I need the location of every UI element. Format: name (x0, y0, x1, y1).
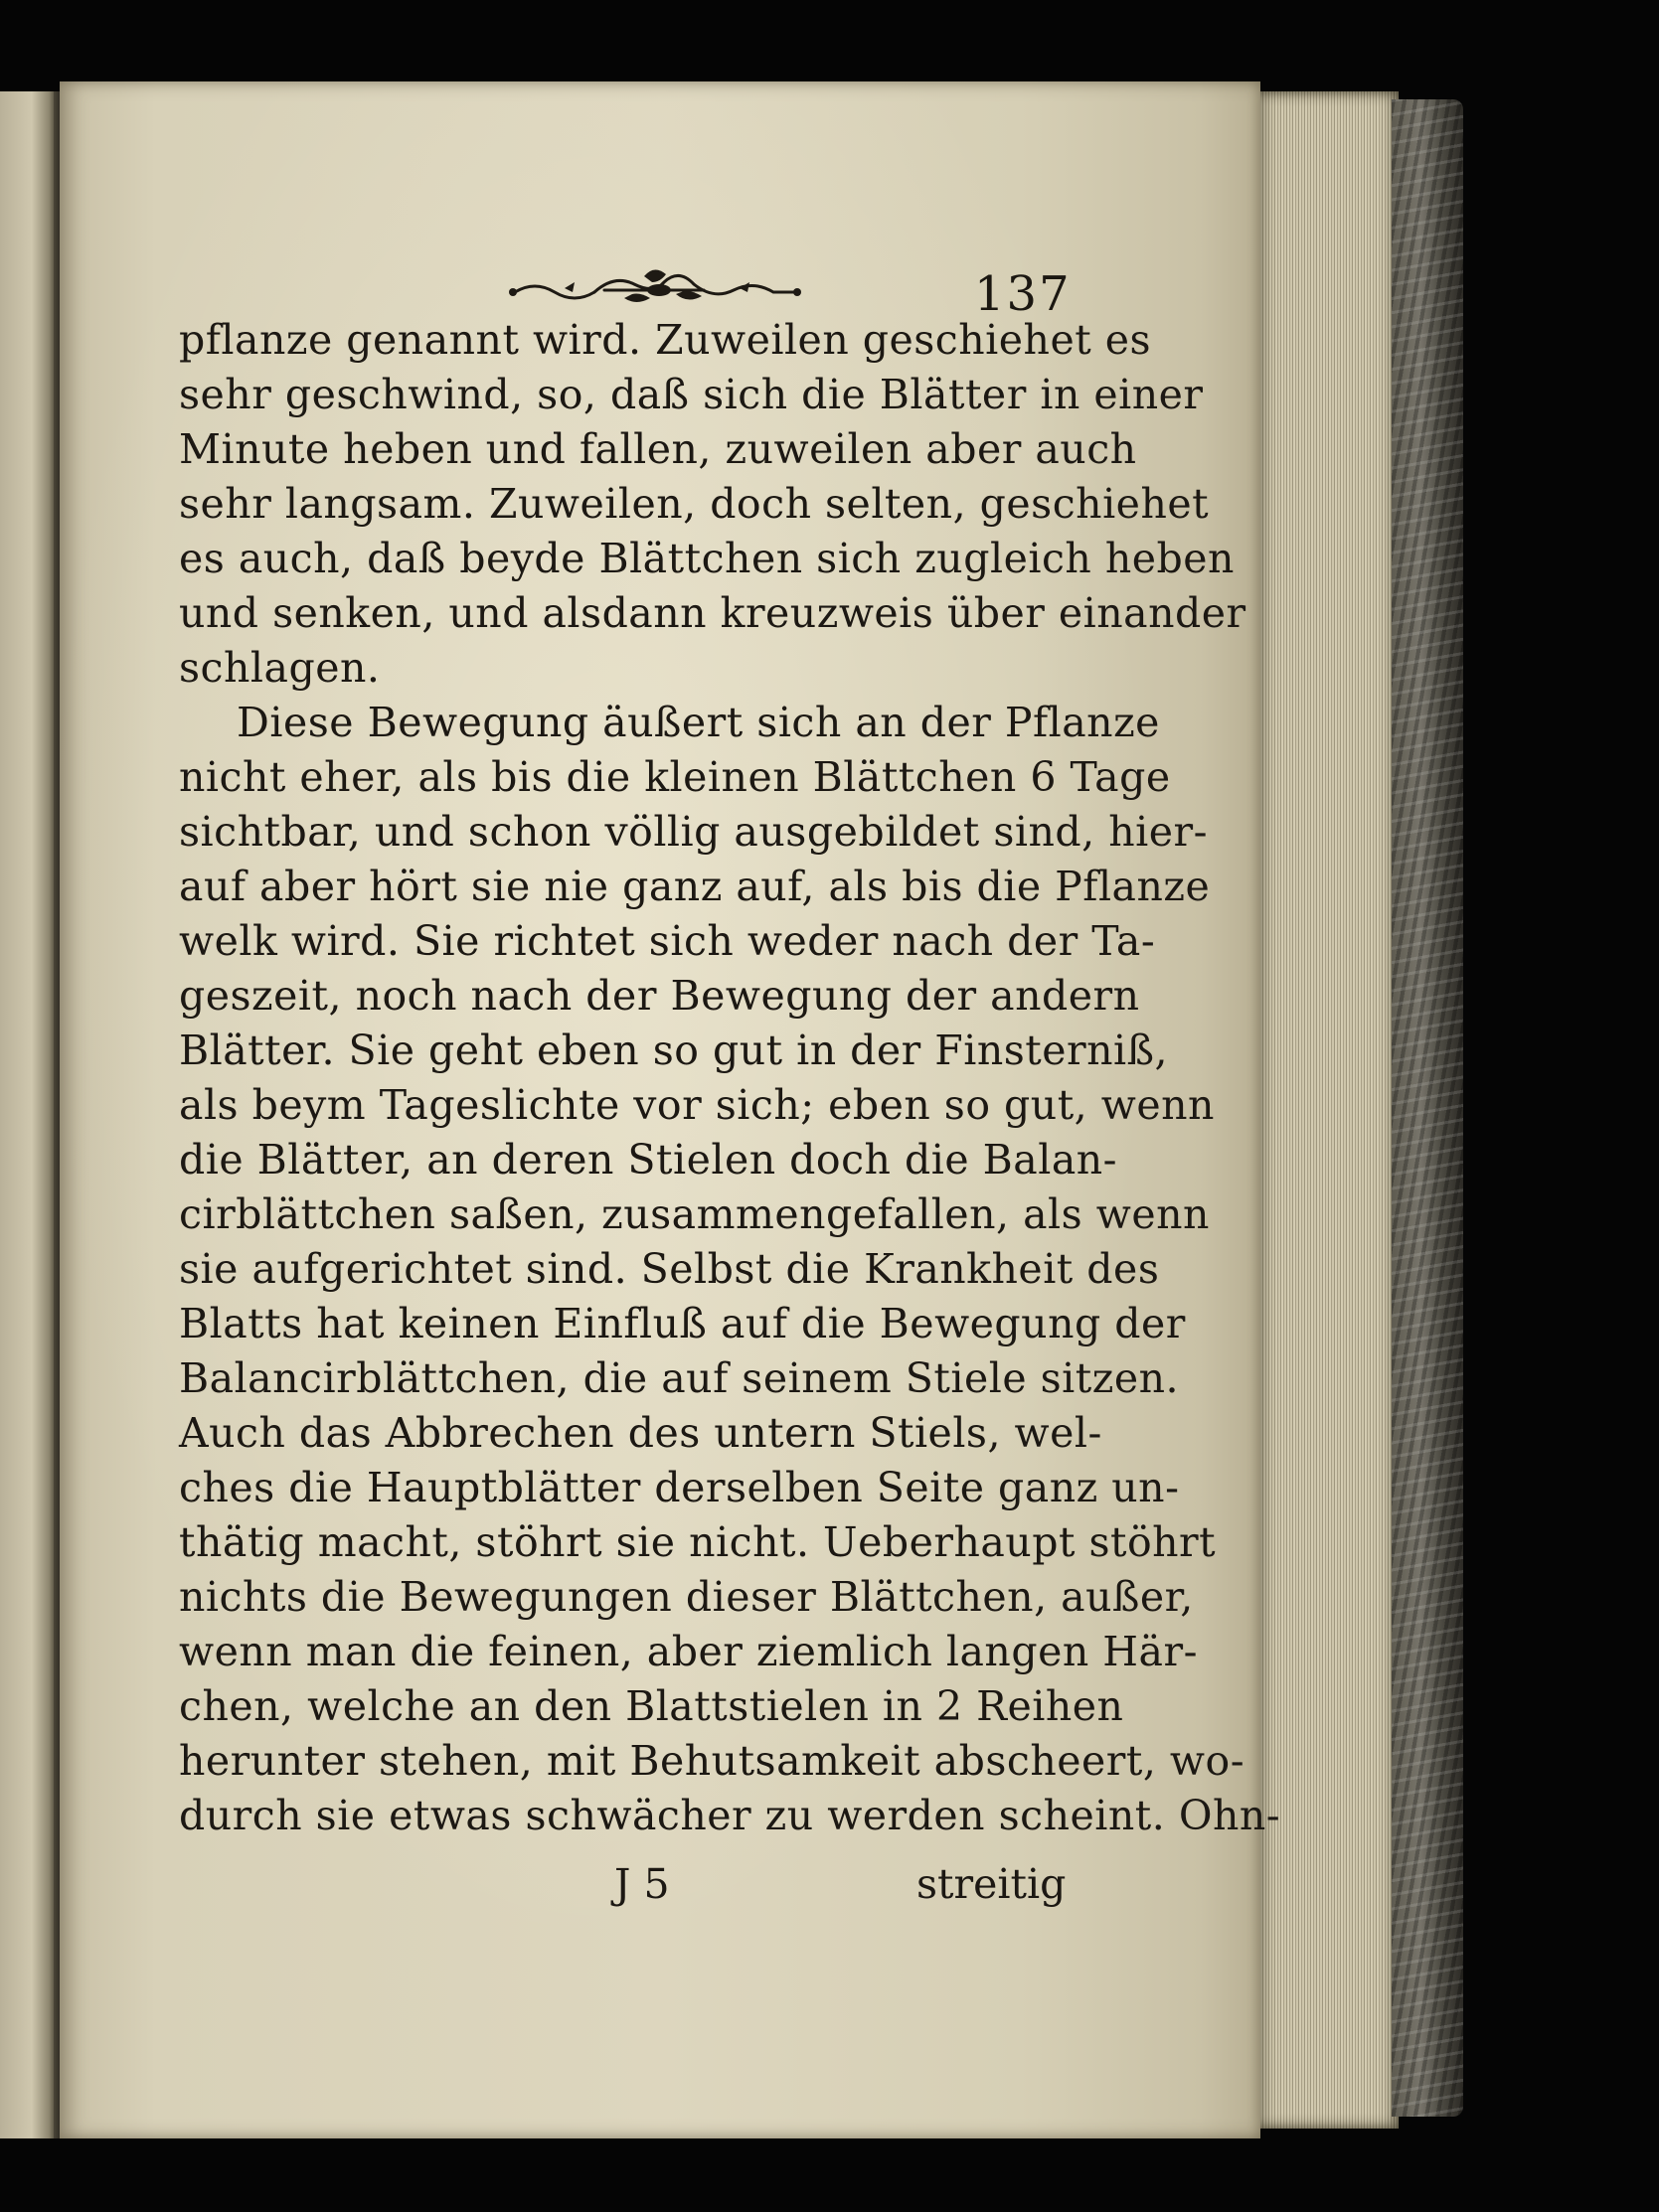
text-line: Minute heben und fallen, zuweilen aber auch (179, 425, 1137, 473)
text-line: welk wird. Sie richtet sich weder nach der Ta- (179, 917, 1156, 965)
headpiece-ornament-icon (505, 260, 803, 320)
text-line: als beym Tageslichte vor sich; eben so gut, wenn (179, 1081, 1215, 1129)
text-line: auf aber hört sie nie ganz auf, als bis die Pflanze (179, 863, 1211, 910)
text-line: sehr langsam. Zuweilen, doch selten, geschiehet (179, 480, 1210, 528)
text-line: geszeit, noch nach der Bewegung der andern (179, 972, 1140, 1020)
text-line: und senken, und alsdann kreuzweis über einander (179, 589, 1246, 637)
text-line: durch sie etwas schwächer zu werden scheint. Ohn- (179, 1792, 1281, 1839)
text-line: nicht eher, als bis die kleinen Blättchen 6 Tage (179, 753, 1171, 801)
text-line: schlagen. (179, 644, 381, 692)
book-page (60, 81, 1281, 2138)
text-line: thätig macht, stöhrt sie nicht. Ueberhaupt stöhrt (179, 1518, 1217, 1566)
text-line: nichts die Bewegungen dieser Blättchen, außer, (179, 1573, 1194, 1621)
text-line: chen, welche an den Blattstielen in 2 Reihen (179, 1682, 1124, 1730)
catchword: streitig (916, 1860, 1067, 1908)
text-line: Blätter. Sie geht eben so gut in der Finsterniß, (179, 1027, 1169, 1074)
text-line: die Blätter, an deren Stielen doch die Balan- (179, 1136, 1118, 1184)
text-line: herunter stehen, mit Behutsamkeit abscheert, wo- (179, 1737, 1245, 1785)
previous-page-edge (0, 91, 58, 2138)
text-line: Balancirblättchen, die auf seinem Stiele sitzen. (179, 1354, 1180, 1402)
page-number: 137 (974, 266, 1072, 322)
signature-mark: J 5 (614, 1860, 670, 1908)
text-line: es auch, daß beyde Blättchen sich zugleich heben (179, 535, 1235, 582)
paragraph-start-line: Diese Bewegung äußert sich an der Pflanze (237, 699, 1160, 746)
text-line: Auch das Abbrechen des untern Stiels, wel- (179, 1409, 1102, 1457)
text-line: sehr geschwind, so, daß sich die Blätter in einer (179, 371, 1204, 418)
text-line: pflanze genannt wird. Zuweilen geschiehet es (179, 316, 1152, 364)
text-line: Blatts hat keinen Einfluß auf die Bewegung der (179, 1300, 1186, 1347)
marbled-cover (1392, 99, 1463, 2117)
text-line: ches die Hauptblätter derselben Seite ganz un- (179, 1464, 1180, 1511)
text-line: cirblättchen saßen, zusammengefallen, als wenn (179, 1190, 1210, 1238)
page-text-area (60, 81, 1281, 2138)
text-line: sichtbar, und schon völlig ausgebildet sind, hier- (179, 808, 1208, 856)
text-line: wenn man die feinen, aber ziemlich langen Här- (179, 1628, 1198, 1675)
text-line: sie aufgerichtet sind. Selbst die Krankheit des (179, 1245, 1160, 1293)
